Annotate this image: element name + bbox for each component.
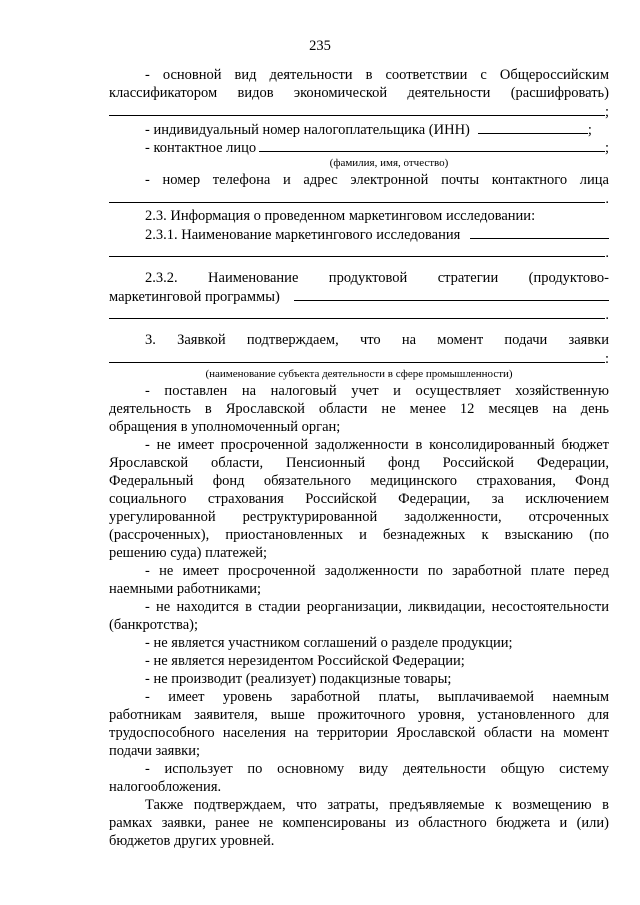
strategy-blank-row: . [109,305,609,323]
p2-line-2: Ярославской области, Пенсионный фонд Российской Федерации, [109,455,609,471]
activity-blank-row: ; [109,102,609,120]
inn-row: - индивидуальный номер налогоплательщика (ИНН) ; [145,122,592,138]
phone-blank[interactable] [109,189,605,203]
activity-line-2: классификатором видов экономической деятельности (расшифровать) [109,85,609,101]
applicant-hint: (наименование субъекта деятельности в сфере промышленности) [205,368,513,380]
section-2-3: 2.3. Информация о проведенном маркетинговом исследовании: [145,208,536,224]
p6-line: - не является нерезидентом Российской Федерации; [145,653,465,669]
inn-blank[interactable] [478,120,588,134]
p2-line-7: решению суда) платежей; [109,545,267,561]
research-blank-row: . [109,243,609,261]
p3-line-1: - не имеет просроченной задолженности по заработной плате перед [145,563,609,579]
p1-line-3: обращения в уполномоченный орган; [109,419,341,435]
p2-line-5: урегулированной реструктурированной задолженности, отсроченных [109,509,609,525]
contact-row: - контактное лицо ; [145,140,609,156]
p7-line: - не производит (реализует) подакцизные товары; [145,671,452,687]
p10-line-3: бюджетов других уровней. [109,833,275,849]
strategy-name-blank[interactable] [294,287,609,301]
p10-line-1: Также подтверждаем, что затраты, предъявляемые к возмещению в [145,797,609,813]
section-3-line: 3. Заявкой подтверждаем, что на момент подачи заявки [145,332,609,348]
strategy-name-blank-2[interactable] [109,305,605,319]
p8-line-1: - имеет уровень заработной платы, выплачиваемой наемным [145,689,609,705]
p9-line-1: - использует по основному виду деятельности общую систему [145,761,609,777]
inn-label: - индивидуальный номер налогоплательщика (ИНН) [145,122,470,138]
contact-label: - контактное лицо [145,140,257,156]
phone-label: - номер телефона и адрес электронной почты контактного лица [145,172,609,188]
p8-line-4: подачи заявки; [109,743,201,759]
research-name-blank-2[interactable] [109,243,605,257]
p2-line-4: социального страхования Российской Федерации, за исключением [109,491,609,507]
section-2-3-1-label: 2.3.1. Наименование маркетингового исследования [145,227,461,243]
document-body [109,66,609,850]
p3-line-2: наемными работниками; [109,581,262,597]
p9-line-2: налогообложения. [109,779,222,795]
section-2-3-1-row [109,225,609,243]
p2-line-1: - не имеет просроченной задолженности в консолидированный бюджет [145,437,609,453]
p2-line-6: (рассроченных), приостановленных и безнадежных к взысканию (по [109,527,609,543]
activity-blank[interactable] [109,102,605,116]
contact-hint: (фамилия, имя, отчество) [329,157,449,169]
p5-line: - не является участником соглашений о разделе продукции; [145,635,513,651]
p1-line-1: - поставлен на налоговый учет и осуществляет хозяйственную [145,383,609,399]
section-2-3-2-line-2: маркетинговой программы) [109,289,280,305]
applicant-blank-row: : [109,349,609,367]
contact-blank[interactable] [259,138,605,152]
p8-line-3: трудоспособного населения на территории Ярославской области на момент [109,725,609,741]
p8-line-2: работникам заявителя, выше прожиточного уровня, установленного для [109,707,609,723]
p4-line-1: - не находится в стадии реорганизации, ликвидации, несостоятельности [145,599,609,615]
phone-blank-row: . [109,189,609,207]
applicant-name-blank[interactable] [109,349,605,363]
p2-line-3: Федеральный фонд обязательного медицинского страхования, Фонд [109,473,609,489]
research-name-blank[interactable] [470,225,609,239]
section-2-3-2-line-1: 2.3.2. Наименование продуктовой стратегии (продуктово- [145,270,609,286]
activity-line-1: - основной вид деятельности в соответствии с Общероссийским [145,67,609,83]
section-2-3-2-row [109,287,609,305]
p10-line-2: рамках заявки, ранее не компенсированы из областного бюджета и (или) [109,815,609,831]
p1-line-2: деятельность в Ярославской области не менее 12 месяцев на день [109,401,609,417]
page-number: 235 [309,38,331,54]
p4-line-2: (банкротства); [109,617,198,633]
